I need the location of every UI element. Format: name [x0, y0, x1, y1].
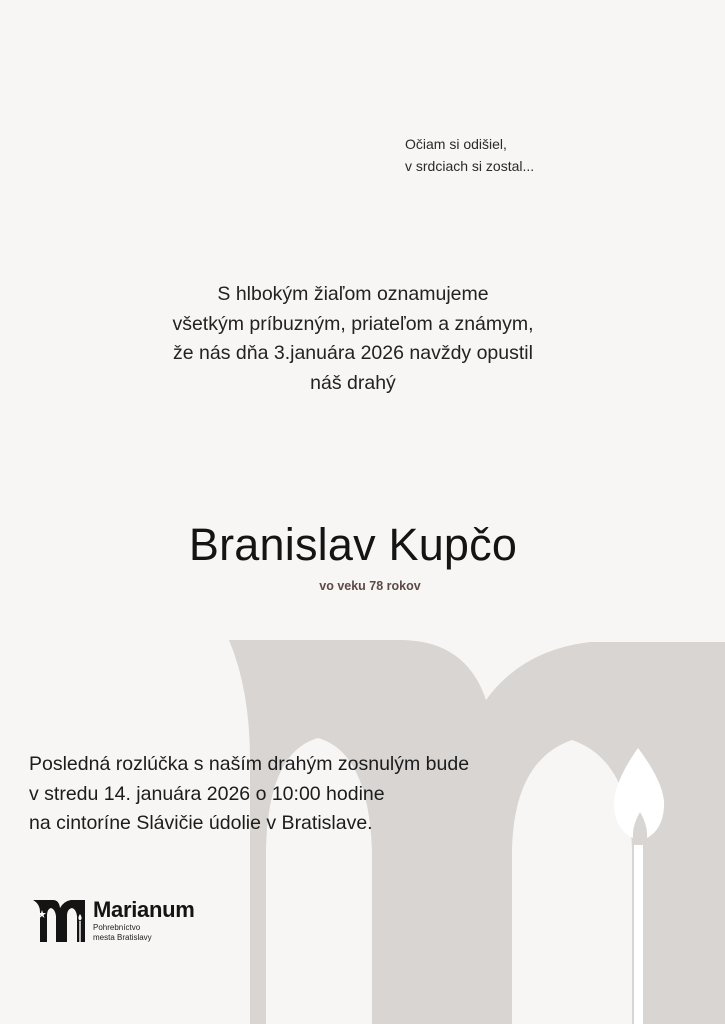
motto-line-2: v srdciach si zostal... — [405, 158, 535, 174]
deceased-name: Branislav Kupčo — [188, 519, 518, 570]
marianum-logo-icon — [33, 900, 85, 942]
logo-subtitle-line-2: mesta Bratislavy — [93, 933, 152, 942]
farewell-line-2: v stredu 14. januára 2026 o 10:00 hodine — [29, 782, 385, 805]
marianum-logo — [33, 897, 233, 947]
motto-line-1: Očiam si odišiel, — [405, 136, 507, 152]
announcement-line-1: S hlbokým žiaľom oznamujeme — [217, 283, 489, 305]
logo-name: Marianum — [93, 897, 195, 922]
farewell-line-1: Posledná rozlúčka s naším drahým zosnulým bude — [29, 753, 470, 775]
announcement — [0, 280, 706, 398]
logo-subtitle-line-1: Pohrebníctvo — [93, 923, 141, 932]
farewell-line-3: na cintoríne Slávičie údolie v Bratislave. — [29, 812, 373, 834]
announcement-line-4: náš drahý — [310, 371, 396, 394]
motto — [405, 133, 534, 177]
farewell-details — [29, 750, 469, 839]
logo-subtitle — [93, 923, 152, 943]
announcement-line-2: všetkým príbuzným, priateľom a známym, — [172, 312, 534, 335]
deceased-age: vo veku 78 rokov — [319, 579, 421, 593]
announcement-line-3: že nás dňa 3.januára 2026 navždy opustil — [173, 342, 533, 364]
